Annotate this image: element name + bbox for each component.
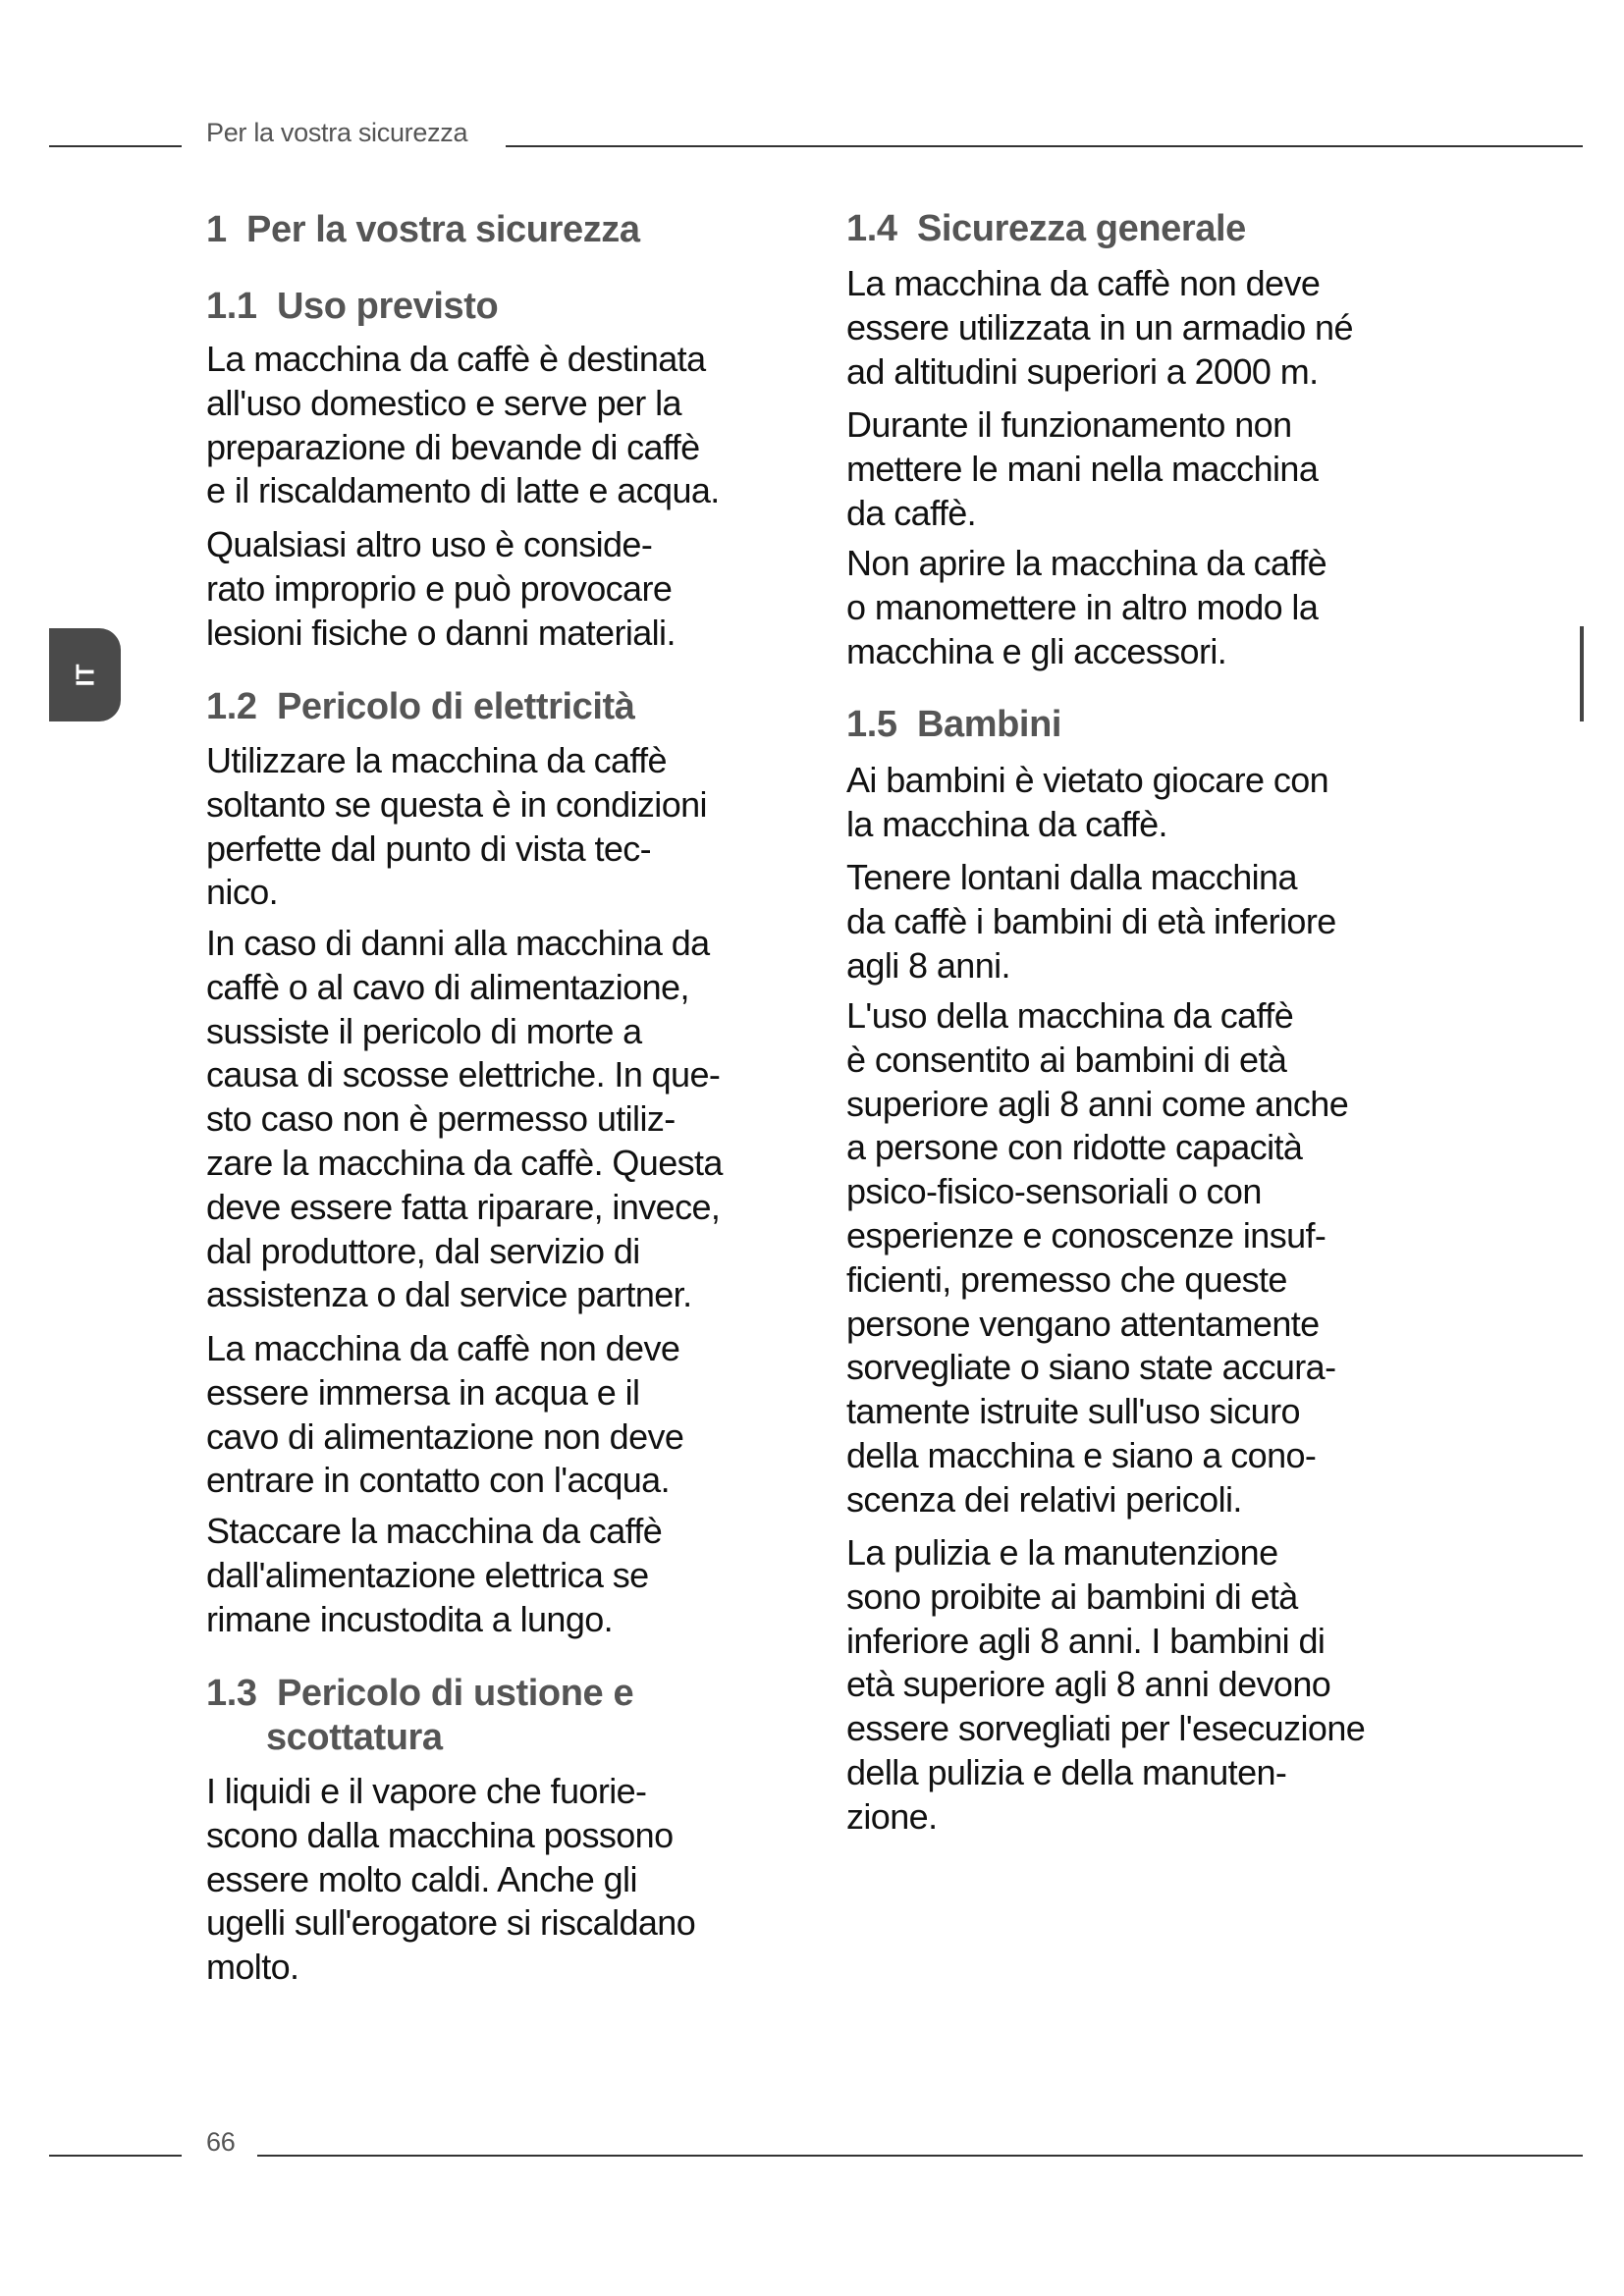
section-title-1-5: 1.5 Bambini <box>846 704 1062 745</box>
paragraph: Durante il funzionamento non mettere le mani nella macchina da caffè. <box>846 404 1319 533</box>
section-title-1-2: 1.2 Pericolo di elettricità <box>206 686 635 727</box>
language-tab <box>49 628 121 721</box>
paragraph: Tenere lontani dalla macchina da caffè i bambini di età inferiore agli 8 anni. <box>846 857 1336 986</box>
footer-rule-right <box>257 2155 1583 2157</box>
paragraph: I liquidi e il vapore che fuorie- scono dalla macchina possono essere molto caldi. Anche gli ugelli sull'erogatore si riscaldano molto. <box>206 1771 696 1988</box>
footer-rule-left <box>49 2155 182 2157</box>
section-title-1-1: 1.1 Uso previsto <box>206 286 499 327</box>
paragraph: Utilizzare la macchina da caffè soltanto se questa è in condizioni perfette dal punto di vista tec- nico. <box>206 740 707 913</box>
paragraph: La macchina da caffè non deve essere utilizzata in un armadio né ad altitudini superiori a 2000 m. <box>846 263 1353 392</box>
paragraph: Staccare la macchina da caffè dall'alimentazione elettrica se rimane incustodita a lungo. <box>206 1511 663 1639</box>
paragraph: Ai bambini è vietato giocare con la macchina da caffè. <box>846 760 1329 844</box>
margin-marker <box>1580 626 1584 721</box>
paragraph: La macchina da caffè è destinata all'uso domestico e serve per la preparazione di bevande di caffè e il riscaldamento di latte e acqua. <box>206 339 720 511</box>
paragraph: Non aprire la macchina da caffè o manomettere in altro modo la macchina e gli accessori. <box>846 543 1327 671</box>
paragraph: La macchina da caffè non deve essere immersa in acqua e il cavo di alimentazione non deve entrare in contatto con l'acqua. <box>206 1328 684 1501</box>
paragraph: La pulizia e la manutenzione sono proibite ai bambini di età inferiore agli 8 anni. I bambini di età superiore agli 8 anni devono essere sorvegliati per l'esecuzione della pulizia e della manuten- zione. <box>846 1532 1366 1837</box>
paragraph: L'uso della macchina da caffè è consentito ai bambini di età superiore agli 8 anni come anche a persone con ridotte capacità psico-fisico-sensoriali o con esperienze e conoscenze insuf- ficienti, premesso che queste persone vengano attentamente sorvegliate o siano state accura- tamente istruite sull'uso sicuro della macchina e siano a cono- scenza dei relativi pericoli. <box>846 995 1349 1520</box>
header-rule-right <box>506 145 1583 147</box>
paragraph: In caso di danni alla macchina da caffè o al cavo di alimentazione, sussiste il pericolo di morte a causa di scosse elettriche. In que- sto caso non è permesso utiliz- zare la macchina da caffè. Questa deve essere fatta riparare, invece, dal produttore, dal servizio di assistenza o dal service partner. <box>206 923 723 1315</box>
page-number: 66 <box>206 2127 236 2157</box>
section-title-1-4: 1.4 Sicurezza generale <box>846 208 1246 249</box>
language-tab-label: IT <box>70 663 99 687</box>
chapter-title: 1 Per la vostra sicurezza <box>206 209 640 250</box>
paragraph: Qualsiasi altro uso è conside- rato improprio e può provocare lesioni fisiche o danni materiali. <box>206 524 676 653</box>
header-rule-left <box>49 145 182 147</box>
running-title: Per la vostra sicurezza <box>206 118 468 147</box>
section-title-1-3: 1.3 Pericolo di ustione e scottatura <box>206 1673 634 1758</box>
